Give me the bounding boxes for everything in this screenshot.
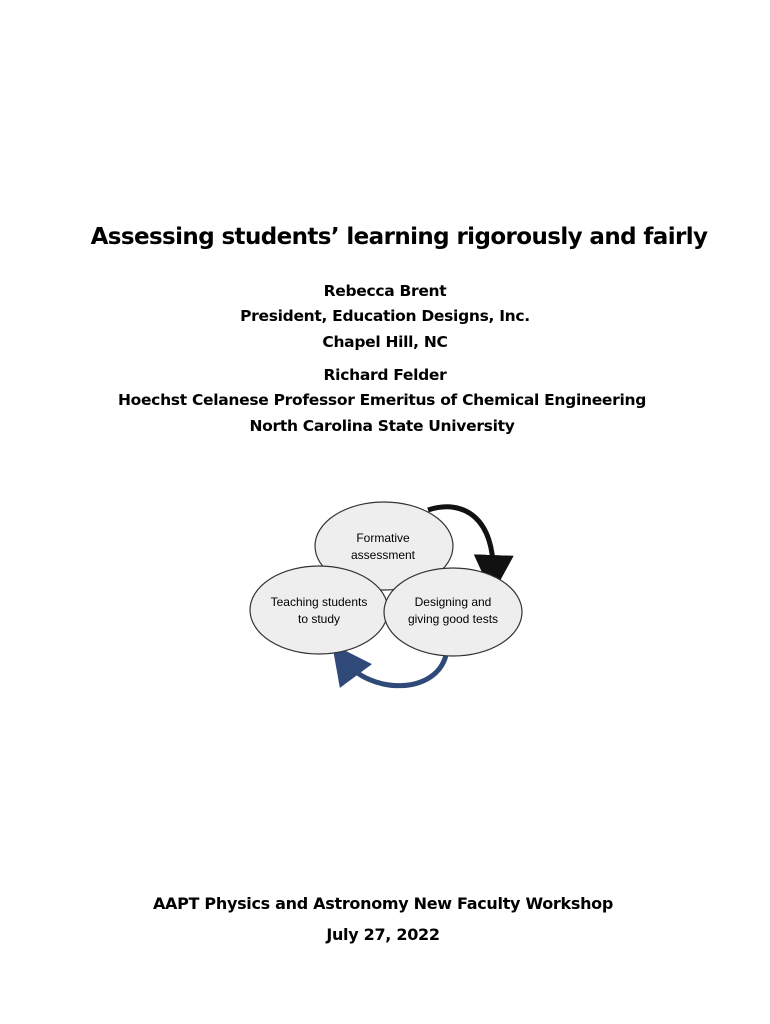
circle-label-teaching-1: Teaching students <box>270 595 368 609</box>
author-affiliation-2-line-2: North Carolina State University <box>249 417 515 435</box>
circle-teaching-students <box>250 566 388 654</box>
document-title: Assessing students’ learning rigorously and fairly <box>90 224 708 250</box>
circle-label-formative-2: assessment <box>350 548 416 562</box>
author-affiliation-2-line-1: Hoechst Celanese Professor Emeritus of Chemical Engineering <box>117 391 647 409</box>
circle-label-formative-1: Formative <box>356 531 410 545</box>
author-affiliation-1-line-2: Chapel Hill, NC <box>322 333 448 351</box>
circle-label-designing-1: Designing and <box>414 595 492 609</box>
assessment-cycle-diagram <box>240 490 540 700</box>
author-affiliation-1-line-1: President, Education Designs, Inc. <box>240 307 530 325</box>
author-name-2: Richard Felder <box>323 366 447 384</box>
circle-label-designing-2: giving good tests <box>407 612 499 626</box>
workshop-name: AAPT Physics and Astronomy New Faculty Workshop <box>152 894 614 913</box>
circle-label-teaching-2: to study <box>297 612 341 626</box>
cycle-arrow-bottom <box>344 655 446 686</box>
workshop-date: July 27, 2022 <box>326 925 440 944</box>
author-name-1: Rebecca Brent <box>323 282 447 300</box>
